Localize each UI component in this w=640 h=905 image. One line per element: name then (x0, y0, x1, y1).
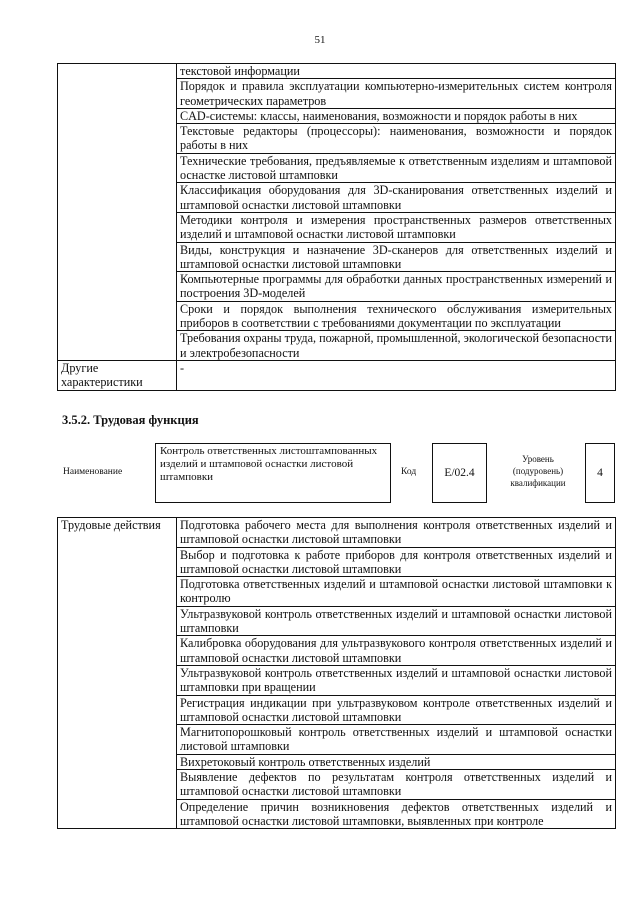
knowledge-item: Методики контроля и измерения пространственных размеров ответственных изделий и штамповой оснастки листовой штамповки (177, 212, 616, 242)
other-characteristics-label: Другие характеристики (58, 360, 177, 390)
knowledge-item: Сроки и порядок выполнения технического обслуживания измерительных приборов в соответствии с требованиями документации по эксплуатации (177, 301, 616, 331)
knowledge-item: Порядок и правила эксплуатации компьютерно-измерительных систем контроля геометрических параметров (177, 79, 616, 109)
section-heading: 3.5.2. Трудовая функция (62, 413, 199, 427)
function-name-box: Контроль ответственных листоштампованных изделий и штамповой оснастки листовой штамповки (155, 443, 391, 503)
action-item: Магнитопорошковый контроль ответственных изделий и штамповой оснастки листовой штамповки (177, 725, 616, 755)
knowledge-item: Технические требования, предъявляемые к ответственным изделиям и штамповой оснастке листовой штамповки (177, 153, 616, 183)
name-label: Наименование (63, 467, 123, 477)
knowledge-item: текстовой информации (177, 64, 616, 79)
action-item: Вихретоковый контроль ответственных изделий (177, 754, 616, 769)
level-label: Уровень (подуровень) квалификации (510, 454, 566, 488)
action-item: Калибровка оборудования для ультразвукового контроля ответственных изделий и штамповой оснастки листовой штамповки (177, 636, 616, 666)
knowledge-item: CAD-системы: классы, наименования, возможности и порядок работы в них (177, 108, 616, 123)
table-row (58, 518, 616, 548)
action-item: Ультразвуковой контроль ответственных изделий и штамповой оснастки листовой штамповки (177, 606, 616, 636)
code-box: E/02.4 (432, 443, 487, 503)
code-label: Код (401, 467, 417, 477)
knowledge-table (57, 63, 616, 391)
knowledge-item: Текстовые редакторы (процессоры): наименования, возможности и порядок работы в них (177, 124, 616, 154)
action-item: Ультразвуковой контроль ответственных изделий и штамповой оснастки листовой штамповки при вращении (177, 665, 616, 695)
table-row (58, 64, 616, 79)
knowledge-item: Виды, конструкция и назначение 3D-сканеров для ответственных изделий и штамповой оснастки листовой штамповки (177, 242, 616, 272)
page-number: 51 (314, 34, 326, 46)
knowledge-item: Компьютерные программы для обработки данных пространственных измерений и построения 3D-моделей (177, 272, 616, 302)
knowledge-item: Классификация оборудования для 3D-сканирования ответственных изделий и штамповой оснастки листовой штамповки (177, 183, 616, 213)
action-item: Определение причин возникновения дефектов ответственных изделий и штамповой оснастки листовой штамповки, выявленных при контроле (177, 799, 616, 829)
actions-label: Трудовые действия (58, 518, 177, 829)
actions-table (57, 517, 616, 829)
level-box: 4 (585, 443, 615, 503)
action-item: Подготовка ответственных изделий и штамповой оснастки листовой штамповки к контролю (177, 577, 616, 607)
table-row (58, 360, 616, 390)
knowledge-item: Требования охраны труда, пожарной, промышленной, экологической безопасности и электробезопасности (177, 331, 616, 361)
action-item: Выявление дефектов по результатам контроля ответственных изделий и штамповой оснастки листовой штамповки (177, 770, 616, 800)
action-item: Выбор и подготовка к работе приборов для контроля ответственных изделий и штамповой оснастки листовой штамповки (177, 547, 616, 577)
action-item: Подготовка рабочего места для выполнения контроля ответственных изделий и штамповой оснастки листовой штамповки (177, 518, 616, 548)
knowledge-label-cell (58, 64, 177, 361)
action-item: Регистрация индикации при ультразвуковом контроле ответственных изделий и штамповой оснастки листовой штамповки (177, 695, 616, 725)
other-characteristics-value: - (177, 360, 616, 390)
